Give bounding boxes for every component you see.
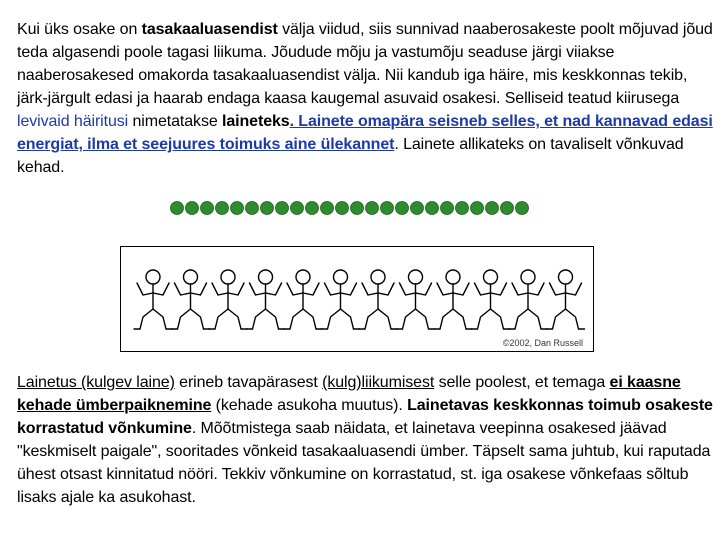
- term-equilibrium: tasakaaluasendist: [141, 21, 278, 38]
- green-dot: [246, 202, 259, 215]
- green-dot: [471, 202, 484, 215]
- wave-definition-highlight: . Lainete omapära seisneb selles, et nad kannavad edasi energiat, ilma et seejuures toimuks aine ülekannet: [17, 113, 713, 153]
- text-run: välja viidud, siis sunnivad naaberosakeste poolt mõjuvad jõud teda algasendi poole tagasi liikuma. Jõudude mõju ja vastumõju seaduse järgi viiakse naaberosakesed omakorda tasakaaluasendist välja. Nii kandub iga häire, mis keskkonnas tekib, järk-järgult edasi ja haarab endaga kaasa kaugemal asuvaid osakesi. Selliseid teatud kiirusega: [17, 21, 713, 107]
- no-displacement-highlight: ei kaasne kehade ümberpaiknemine: [17, 374, 681, 414]
- stick-figure: [509, 270, 547, 329]
- green-dot-row: [170, 199, 532, 217]
- term-travelling-wave: Lainetus (kulgev laine): [17, 374, 175, 391]
- green-dot: [171, 202, 184, 215]
- text-run: selle poolest, et temaga: [434, 374, 610, 391]
- green-dot: [351, 202, 364, 215]
- green-dot: [186, 202, 199, 215]
- green-dot: [501, 202, 514, 215]
- stick-figure-wave-illustration: [120, 246, 594, 352]
- green-dot: [486, 202, 499, 215]
- green-dot: [426, 202, 439, 215]
- term-propagating-disturbances: levivaid häiritusi: [17, 113, 129, 130]
- green-dot: [231, 202, 244, 215]
- wave-motion-paragraph: [17, 371, 717, 509]
- green-dot: [261, 202, 274, 215]
- text-run: (kehade asukoha muutus).: [211, 397, 408, 414]
- green-dot: [306, 202, 319, 215]
- stick-figure: [397, 270, 435, 329]
- stick-figure: [359, 270, 397, 329]
- stick-figure: [472, 270, 510, 329]
- ordered-oscillation-highlight: Lainetavas keskkonnas toimub osakeste korrastatud võnkumine: [17, 397, 713, 437]
- green-dot: [216, 202, 229, 215]
- text-run: nimetatakse: [128, 113, 222, 130]
- stick-figure: [134, 270, 172, 329]
- green-dot: [201, 202, 214, 215]
- term-translational-motion: (kulg)liikumisest: [322, 374, 435, 391]
- green-dot: [456, 202, 469, 215]
- green-dot: [321, 202, 334, 215]
- stick-figure: [247, 270, 285, 329]
- stick-figure: [284, 270, 322, 329]
- term-waves: laineteks: [222, 113, 290, 130]
- text-run: Kui üks osake on: [17, 21, 142, 38]
- stick-figure: [209, 270, 247, 329]
- stick-figure: [172, 270, 210, 329]
- green-dot: [291, 202, 304, 215]
- stick-figure: [322, 270, 360, 329]
- green-dot: [396, 202, 409, 215]
- stick-figure: [547, 270, 585, 329]
- green-dot: [336, 202, 349, 215]
- figure-copyright: ©2002, Dan Russell: [502, 338, 583, 348]
- green-dot: [411, 202, 424, 215]
- text-run: . Lainete allikateks on tavaliselt võnkuvad kehad.: [17, 136, 684, 176]
- green-dot: [366, 202, 379, 215]
- stick-figure: [434, 270, 472, 329]
- green-dot: [276, 202, 289, 215]
- green-dot: [441, 202, 454, 215]
- green-dot: [516, 202, 529, 215]
- intro-paragraph: [17, 18, 717, 179]
- green-dot: [381, 202, 394, 215]
- text-run: . Mõõtmistega saab näidata, et lainetava veepinna osakesed jäävad "keskmiselt paigale", sooritades võnkeid tasakaaluasendi ümber. Täpselt sama juhtub, kui raputada ühest otsast kinnitatud nööri. Tekkiv võnkumine on korrastatud, st. iga osakese võnkefaas sõltub lisaks ajale ka asukohast.: [17, 420, 711, 506]
- text-run: erineb tavapärasest: [174, 374, 323, 391]
